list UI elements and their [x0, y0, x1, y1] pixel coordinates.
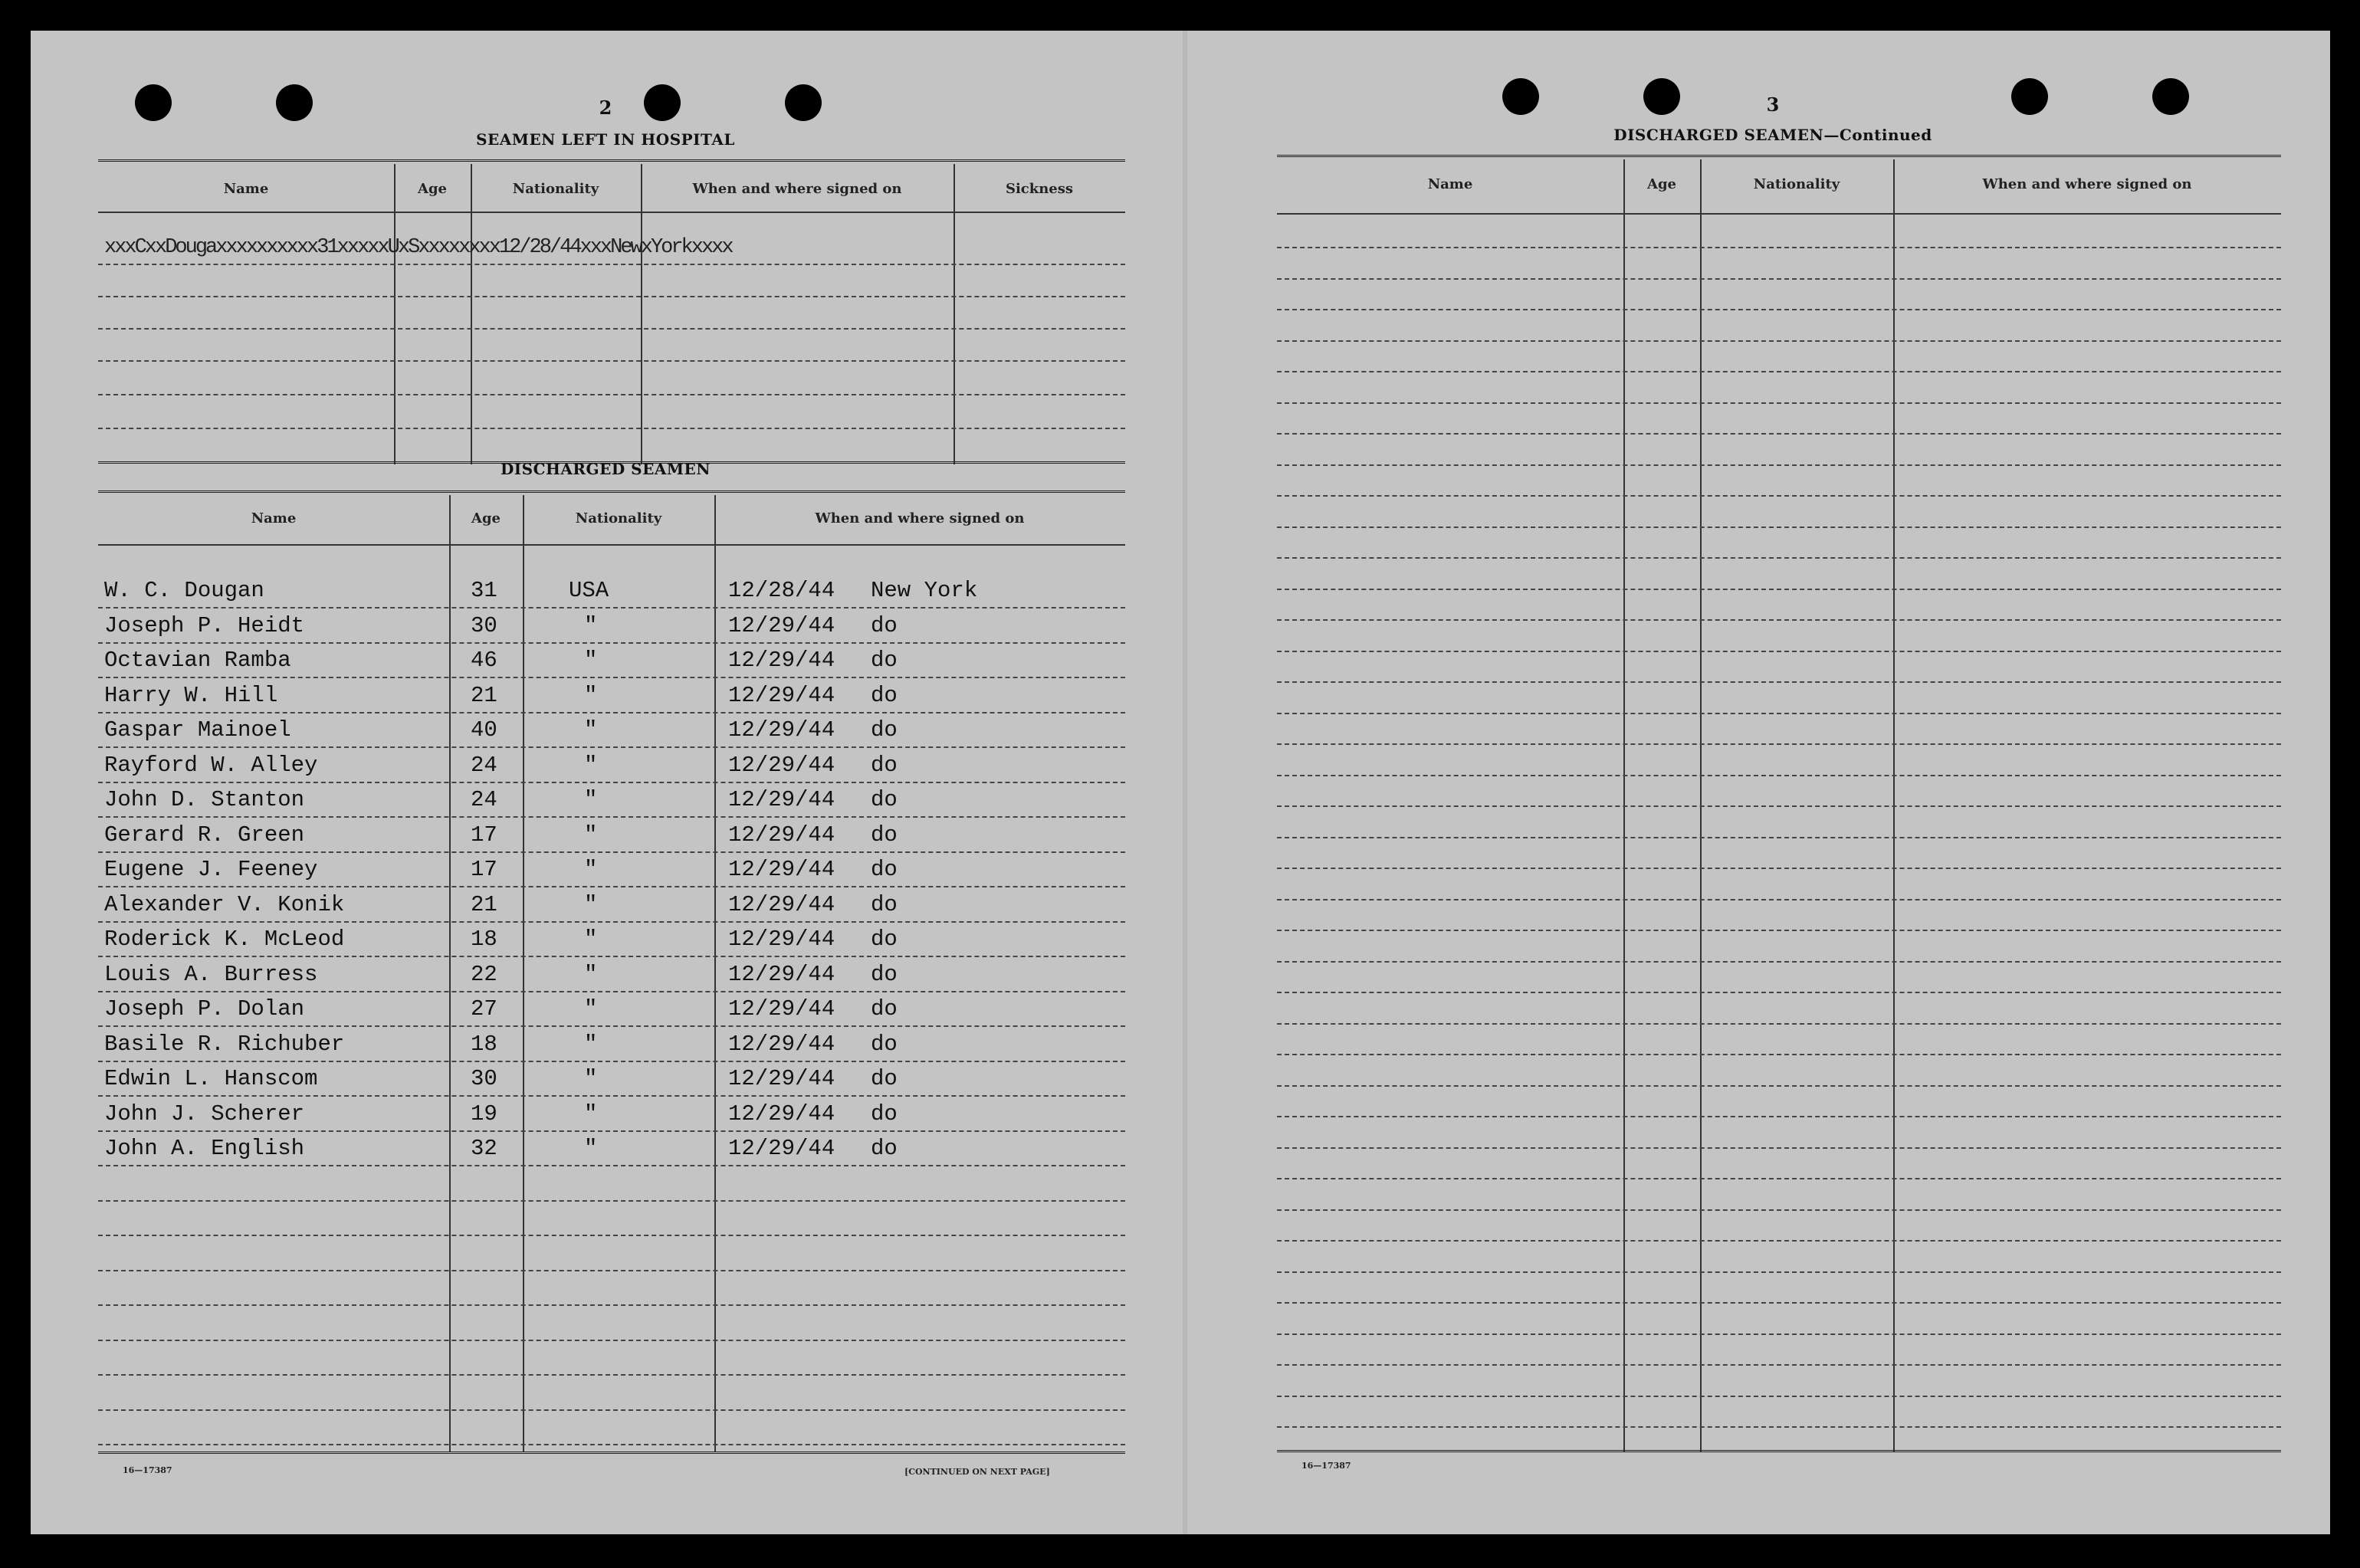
crossed-out-entry: xxxCxxDougaxxxxxxxxxx31xxxxxUxSxxxxxxxx12/28/44xxxNewxYorkxxxx: [104, 236, 732, 259]
seaman-nationality: ": [584, 648, 598, 673]
col-header-name: Name: [223, 181, 269, 197]
signed-on-date: 12/29/44: [728, 648, 835, 673]
row-rule: [1277, 961, 2281, 963]
seaman-name: John A. English: [104, 1136, 305, 1161]
punch-hole: [644, 84, 681, 121]
page-number: 2: [599, 97, 612, 119]
col-header-age: Age: [417, 181, 447, 197]
row-rule: [98, 1340, 1125, 1341]
row-rule: [98, 1061, 1125, 1062]
seaman-nationality: ": [584, 1031, 598, 1057]
seaman-name: Gaspar Mainoel: [104, 717, 291, 743]
seaman-nationality: ": [584, 682, 598, 708]
signed-on-date: 12/29/44: [728, 612, 835, 638]
row-rule: [1277, 805, 2281, 807]
signed-on-date: 12/29/44: [728, 1066, 835, 1091]
signed-on-date: 12/29/44: [728, 1031, 835, 1057]
punch-hole: [1502, 78, 1539, 115]
col-header-age: Age: [471, 510, 501, 526]
signed-on-date: 12/29/44: [728, 752, 835, 778]
col-header-sickness: Sickness: [1005, 181, 1074, 197]
signed-on-place: do: [871, 891, 898, 917]
seaman-age: 32: [471, 1136, 497, 1161]
row-rule: [98, 956, 1125, 957]
row-rule: [1277, 402, 2281, 404]
page-fold: [1183, 31, 1187, 1534]
seaman-age: 27: [471, 996, 497, 1022]
row-rule: [1277, 837, 2281, 838]
row-rule: [98, 1095, 1125, 1097]
row-rule: [1277, 1333, 2281, 1335]
signed-on-date: 12/29/44: [728, 1136, 835, 1161]
punch-hole: [276, 84, 313, 121]
row-rule: [1277, 309, 2281, 310]
seaman-name: Roderick K. McLeod: [104, 927, 345, 952]
punch-hole: [2011, 78, 2048, 115]
seaman-age: 19: [471, 1101, 497, 1127]
seaman-name: Joseph P. Dolan: [104, 996, 305, 1022]
row-rule: [98, 1130, 1125, 1132]
seaman-nationality: ": [584, 961, 598, 987]
seaman-nationality: ": [584, 1066, 598, 1091]
row-rule: [98, 1409, 1125, 1411]
page-number: 3: [1766, 93, 1780, 116]
seaman-name: Rayford W. Alley: [104, 752, 318, 778]
signed-on-date: 12/29/44: [728, 927, 835, 952]
row-rule: [1277, 743, 2281, 745]
row-rule: [1277, 1271, 2281, 1273]
row-rule: [1277, 1116, 2281, 1117]
discharged-section-title: DISCHARGED SEAMEN: [500, 460, 711, 478]
signed-on-date: 12/29/44: [728, 682, 835, 708]
signed-on-place: do: [871, 752, 898, 778]
row-rule: [1277, 433, 2281, 435]
row-rule: [1277, 899, 2281, 900]
signed-on-date: 12/28/44: [728, 578, 835, 603]
document-sheet: [31, 31, 2330, 1534]
seaman-nationality: ": [584, 891, 598, 917]
col-header-name: Name: [1427, 176, 1473, 192]
row-rule: [98, 712, 1125, 713]
row-rule: [1277, 247, 2281, 248]
signed-on-date: 12/29/44: [728, 996, 835, 1022]
seaman-age: 40: [471, 717, 497, 743]
seaman-name: Gerard R. Green: [104, 822, 305, 848]
seaman-nationality: USA: [569, 578, 609, 603]
seaman-age: 24: [471, 752, 497, 778]
col-header-signed-on: When and where signed on: [815, 510, 1025, 526]
row-rule: [1277, 868, 2281, 869]
signed-on-place: do: [871, 717, 898, 743]
row-rule: [98, 816, 1125, 818]
seaman-age: 31: [471, 578, 497, 603]
hospital-section-title: SEAMEN LEFT IN HOSPITAL: [476, 130, 735, 149]
row-rule: [98, 1165, 1125, 1166]
seaman-name: Joseph P. Heidt: [104, 612, 305, 638]
row-rule: [98, 1304, 1125, 1306]
row-rule: [1277, 1364, 2281, 1366]
row-rule: [1277, 495, 2281, 497]
row-rule: [98, 1025, 1125, 1027]
continued-note: [CONTINUED ON NEXT PAGE]: [904, 1467, 1050, 1477]
row-rule: [1277, 1240, 2281, 1242]
row-rule: [1277, 681, 2281, 683]
col-header-nationality: Nationality: [512, 181, 599, 197]
punch-hole: [135, 84, 172, 121]
seaman-name: W. C. Dougan: [104, 578, 264, 603]
row-rule: [1277, 464, 2281, 466]
seaman-nationality: ": [584, 822, 598, 848]
seaman-age: 22: [471, 961, 497, 987]
signed-on-place: do: [871, 961, 898, 987]
row-rule: [1277, 651, 2281, 652]
row-rule: [1277, 1209, 2281, 1211]
seaman-nationality: ": [584, 612, 598, 638]
seaman-nationality: ": [584, 927, 598, 952]
seaman-age: 21: [471, 891, 497, 917]
seaman-nationality: ": [584, 1136, 598, 1161]
col-header-age: Age: [1646, 176, 1676, 192]
seaman-age: 17: [471, 822, 497, 848]
row-rule: [98, 1374, 1125, 1376]
row-rule: [1277, 930, 2281, 931]
row-rule: [1277, 278, 2281, 280]
seaman-name: Louis A. Burress: [104, 961, 318, 987]
col-header-signed-on: When and where signed on: [692, 181, 902, 197]
col-header-signed-on: When and where signed on: [1982, 176, 2192, 192]
seaman-age: 30: [471, 1066, 497, 1091]
row-rule: [98, 746, 1125, 748]
row-rule: [1277, 526, 2281, 528]
punch-hole: [1643, 78, 1680, 115]
signed-on-place: do: [871, 648, 898, 673]
punch-hole: [2152, 78, 2189, 115]
seaman-age: 17: [471, 857, 497, 882]
seaman-name: Basile R. Richuber: [104, 1031, 345, 1057]
signed-on-place: do: [871, 1066, 898, 1091]
signed-on-date: 12/29/44: [728, 857, 835, 882]
seaman-nationality: ": [584, 857, 598, 882]
punch-hole: [785, 84, 822, 121]
form-number: 16—17387: [123, 1465, 172, 1475]
row-rule: [1277, 1147, 2281, 1149]
row-rule: [1277, 992, 2281, 993]
row-rule: [1277, 775, 2281, 776]
row-rule: [1277, 1054, 2281, 1055]
row-rule: [1277, 589, 2281, 590]
signed-on-date: 12/29/44: [728, 787, 835, 812]
signed-on-place: do: [871, 857, 898, 882]
seaman-age: 18: [471, 927, 497, 952]
row-rule: [98, 607, 1125, 609]
signed-on-place: do: [871, 822, 898, 848]
signed-on-place: do: [871, 996, 898, 1022]
seaman-name: Eugene J. Feeney: [104, 857, 318, 882]
signed-on-place: do: [871, 787, 898, 812]
seaman-age: 21: [471, 682, 497, 708]
seaman-name: Octavian Ramba: [104, 648, 291, 673]
seaman-nationality: ": [584, 717, 598, 743]
row-rule: [1277, 557, 2281, 559]
continued-section-title: DISCHARGED SEAMEN—Continued: [1613, 126, 1932, 144]
row-rule: [98, 642, 1125, 644]
seaman-age: 46: [471, 648, 497, 673]
seaman-name: John J. Scherer: [104, 1101, 305, 1127]
row-rule: [98, 991, 1125, 992]
row-rule: [98, 1270, 1125, 1271]
seaman-nationality: ": [584, 1101, 598, 1127]
signed-on-date: 12/29/44: [728, 717, 835, 743]
signed-on-place: do: [871, 1136, 898, 1161]
signed-on-place: do: [871, 927, 898, 952]
seaman-nationality: ": [584, 752, 598, 778]
row-rule: [1277, 371, 2281, 372]
row-rule: [1277, 340, 2281, 342]
row-rule: [1277, 713, 2281, 714]
seaman-age: 18: [471, 1031, 497, 1057]
row-rule: [98, 782, 1125, 783]
col-header-nationality: Nationality: [1753, 176, 1840, 192]
signed-on-date: 12/29/44: [728, 822, 835, 848]
row-rule: [98, 886, 1125, 887]
seaman-nationality: ": [584, 996, 598, 1022]
seaman-age: 30: [471, 612, 497, 638]
col-header-nationality: Nationality: [575, 510, 662, 526]
signed-on-date: 12/29/44: [728, 891, 835, 917]
seaman-name: John D. Stanton: [104, 787, 305, 812]
seaman-nationality: ": [584, 787, 598, 812]
signed-on-place: do: [871, 612, 898, 638]
signed-on-place: do: [871, 1101, 898, 1127]
row-rule: [98, 1200, 1125, 1202]
row-rule: [1277, 619, 2281, 621]
row-rule: [98, 921, 1125, 923]
row-rule: [1277, 1085, 2281, 1087]
row-rule: [1277, 1178, 2281, 1179]
seaman-age: 24: [471, 787, 497, 812]
row-rule: [98, 851, 1125, 853]
signed-on-place: New York: [871, 578, 978, 603]
seaman-name: Alexander V. Konik: [104, 891, 345, 917]
signed-on-place: do: [871, 682, 898, 708]
row-rule: [98, 1235, 1125, 1236]
row-rule: [98, 1444, 1125, 1445]
form-number: 16—17387: [1301, 1461, 1351, 1471]
signed-on-place: do: [871, 1031, 898, 1057]
row-rule: [1277, 1302, 2281, 1304]
signed-on-date: 12/29/44: [728, 1101, 835, 1127]
row-rule: [1277, 1396, 2281, 1397]
seaman-name: Edwin L. Hanscom: [104, 1066, 318, 1091]
signed-on-date: 12/29/44: [728, 961, 835, 987]
row-rule: [1277, 1023, 2281, 1025]
right-page: [1190, 31, 2330, 1534]
seaman-name: Harry W. Hill: [104, 682, 278, 708]
row-rule: [98, 677, 1125, 678]
left-page: [31, 31, 1180, 1534]
col-header-name: Name: [251, 510, 297, 526]
row-rule: [1277, 1426, 2281, 1428]
